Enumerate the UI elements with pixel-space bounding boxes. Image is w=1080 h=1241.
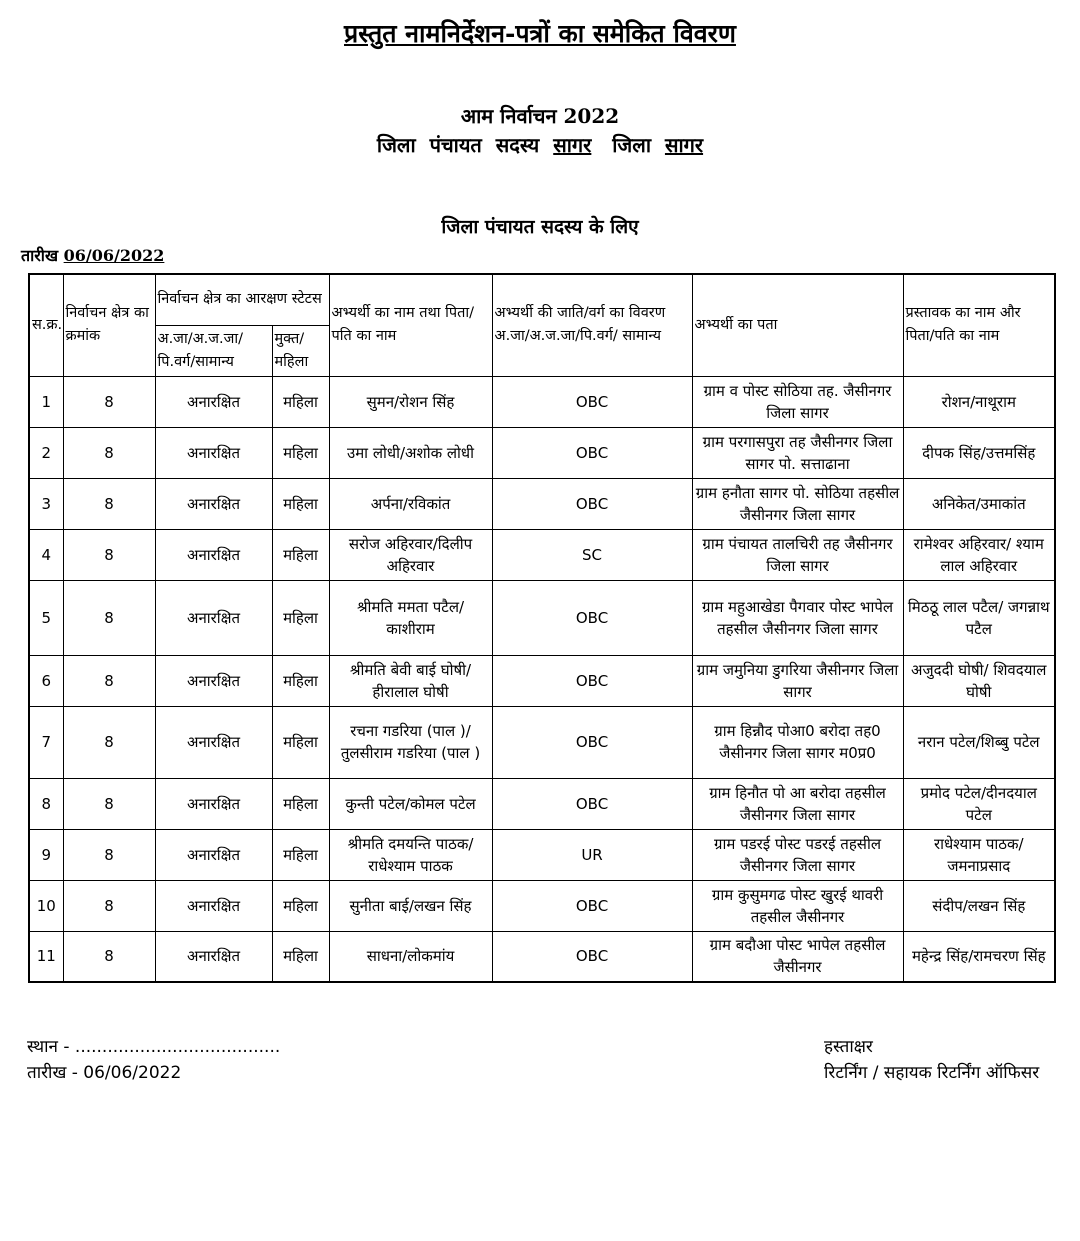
cell-caste: UR: [492, 829, 692, 880]
cell-sno: 5: [29, 580, 63, 655]
election-heading: आम निर्वाचन 2022: [460, 104, 620, 128]
cell-gender: महिला: [272, 655, 329, 706]
cell-sno: 2: [29, 427, 63, 478]
cell-proposer: महेन्द्र सिंह/रामचरण सिंह: [903, 931, 1055, 982]
cell-proposer: रामेश्वर अहिरवार/ श्याम लाल अहिरवार: [903, 529, 1055, 580]
table-row: [29, 529, 1055, 580]
cell-candidate: सुनीता बाई/लखन सिंह: [329, 880, 492, 931]
cell-address: ग्राम बदौआ पोस्ट भापेल तहसील जैसीनगर: [692, 931, 903, 982]
cell-candidate: श्रीमति बेवी बाई घोषी/ हीरालाल घोषी: [329, 655, 492, 706]
district-place-2: सागर: [664, 133, 704, 157]
cell-sno: 11: [29, 931, 63, 982]
cell-address: ग्राम हिनौत पो आ बरोदा तहसील जैसीनगर जिला सागर: [692, 778, 903, 829]
cell-sno: 4: [29, 529, 63, 580]
cell-caste: OBC: [492, 880, 692, 931]
header-reservation-status: निर्वाचन क्षेत्र का आरक्षण स्टेटस: [155, 274, 329, 325]
cell-address: ग्राम जमुनिया डुगरिया जैसीनगर जिला सागर: [692, 655, 903, 706]
cell-constituency: 8: [63, 880, 155, 931]
cell-constituency: 8: [63, 931, 155, 982]
date-value: 06/06/2022: [63, 246, 165, 265]
cell-candidate: उमा लोधी/अशोक लोधी: [329, 427, 492, 478]
district-heading: [0, 131, 1080, 158]
cell-caste: OBC: [492, 931, 692, 982]
cell-sno: 1: [29, 376, 63, 427]
cell-gender: महिला: [272, 478, 329, 529]
header-reservation-category: अ.जा/अ.ज.जा/ पि.वर्ग/सामान्य: [155, 325, 272, 376]
cell-category: अनारक्षित: [155, 829, 272, 880]
cell-address: ग्राम महुआखेडा पैगवार पोस्ट भापेल तहसील जैसीनगर जिला सागर: [692, 580, 903, 655]
cell-sno: 8: [29, 778, 63, 829]
cell-sno: 7: [29, 706, 63, 778]
cell-address: ग्राम कुसुमगढ पोस्ट खुरई थावरी तहसील जैसीनगर: [692, 880, 903, 931]
header-caste: अभ्यर्थी की जाति/वर्ग का विवरण अ.जा/अ.ज.जा/पि.वर्ग/ सामान्य: [492, 274, 692, 376]
cell-gender: महिला: [272, 580, 329, 655]
cell-category: अनारक्षित: [155, 580, 272, 655]
cell-gender: महिला: [272, 529, 329, 580]
cell-candidate: श्रीमति ममता पटैल/ काशीराम: [329, 580, 492, 655]
cell-category: अनारक्षित: [155, 478, 272, 529]
table-row: [29, 778, 1055, 829]
cell-caste: OBC: [492, 427, 692, 478]
district-mid: जिला: [591, 133, 665, 157]
cell-constituency: 8: [63, 778, 155, 829]
cell-gender: महिला: [272, 931, 329, 982]
cell-constituency: 8: [63, 376, 155, 427]
footer-signature: हस्ताक्षर: [824, 1037, 873, 1057]
cell-category: अनारक्षित: [155, 880, 272, 931]
header-sno: स.क्र.: [29, 274, 63, 376]
date-label: तारीख: [21, 246, 64, 265]
nomination-table: [28, 273, 1056, 983]
cell-candidate: रचना गडरिया (पाल )/ तुलसीराम गडरिया (पाल ): [329, 706, 492, 778]
cell-constituency: 8: [63, 829, 155, 880]
header-address: अभ्यर्थी का पता: [692, 274, 903, 376]
cell-proposer: रोशन/नाथूराम: [903, 376, 1055, 427]
footer-place: स्थान - ......................................: [27, 1037, 281, 1057]
cell-category: अनारक्षित: [155, 655, 272, 706]
table-row: [29, 427, 1055, 478]
cell-caste: OBC: [492, 580, 692, 655]
cell-category: अनारक्षित: [155, 427, 272, 478]
table-row: [29, 706, 1055, 778]
document-title: प्रस्तुत नामनिर्देशन-पत्रों का समेकित विवरण: [344, 19, 736, 48]
footer-officer: रिटर्निंग / सहायक रिटर्निंग ऑफिसर: [824, 1063, 1040, 1083]
header-proposer: प्रस्तावक का नाम और पिता/पति का नाम: [903, 274, 1055, 376]
table-row: [29, 829, 1055, 880]
table-row: [29, 931, 1055, 982]
cell-constituency: 8: [63, 580, 155, 655]
table-row: [29, 880, 1055, 931]
cell-sno: 6: [29, 655, 63, 706]
cell-proposer: अनिकेत/उमाकांत: [903, 478, 1055, 529]
cell-proposer: मिठठू लाल पटैल/ जगन्नाथ पटैल: [903, 580, 1055, 655]
cell-address: ग्राम पंचायत तालचिरी तह जैसीनगर जिला सागर: [692, 529, 903, 580]
cell-address: ग्राम व पोस्ट सोठिया तह. जैसीनगर जिला सागर: [692, 376, 903, 427]
cell-gender: महिला: [272, 427, 329, 478]
cell-gender: महिला: [272, 880, 329, 931]
cell-constituency: 8: [63, 529, 155, 580]
cell-candidate: अर्पना/रविकांत: [329, 478, 492, 529]
cell-candidate: श्रीमति दमयन्ति पाठक/ राधेश्याम पाठक: [329, 829, 492, 880]
district-place-1: सागर: [553, 133, 592, 157]
district-prefix: जिला पंचायत सदस्य: [376, 133, 554, 157]
cell-gender: महिला: [272, 829, 329, 880]
footer-date: तारीख - 06/06/2022: [27, 1063, 182, 1083]
cell-gender: महिला: [272, 706, 329, 778]
cell-category: अनारक्षित: [155, 376, 272, 427]
cell-gender: महिला: [272, 376, 329, 427]
cell-gender: महिला: [272, 778, 329, 829]
cell-proposer: राधेश्याम पाठक/ जमनाप्रसाद: [903, 829, 1055, 880]
cell-category: अनारक्षित: [155, 778, 272, 829]
header-constituency: निर्वाचन क्षेत्र का क्रमांक: [63, 274, 155, 376]
cell-constituency: 8: [63, 427, 155, 478]
subheading: जिला पंचायत सदस्य के लिए: [441, 216, 639, 238]
cell-proposer: अजुददी घोषी/ शिवदयाल घोषी: [903, 655, 1055, 706]
cell-address: ग्राम पडरई पोस्ट पडरई तहसील जैसीनगर जिला सागर: [692, 829, 903, 880]
cell-constituency: 8: [63, 706, 155, 778]
cell-constituency: 8: [63, 655, 155, 706]
cell-sno: 3: [29, 478, 63, 529]
cell-sno: 9: [29, 829, 63, 880]
table-row: [29, 478, 1055, 529]
cell-address: ग्राम हिन्नौद पोआ0 बरोदा तह0 जैसीनगर जिला सागर म0प्र0: [692, 706, 903, 778]
cell-proposer: प्रमोद पटेल/दीनदयाल पटेल: [903, 778, 1055, 829]
cell-caste: SC: [492, 529, 692, 580]
cell-category: अनारक्षित: [155, 931, 272, 982]
cell-sno: 10: [29, 880, 63, 931]
cell-candidate: साधना/लोकमांय: [329, 931, 492, 982]
cell-caste: OBC: [492, 376, 692, 427]
cell-caste: OBC: [492, 478, 692, 529]
header-reservation-gender: मुक्त/ महिला: [272, 325, 329, 376]
date-line: [21, 244, 164, 266]
header-candidate-name: अभ्यर्थी का नाम तथा पिता/पति का नाम: [329, 274, 492, 376]
cell-address: ग्राम परगासपुरा तह जैसीनगर जिला सागर पो. सत्ताढाना: [692, 427, 903, 478]
cell-caste: OBC: [492, 655, 692, 706]
cell-candidate: सरोज अहिरवार/दिलीप अहिरवार: [329, 529, 492, 580]
cell-category: अनारक्षित: [155, 529, 272, 580]
cell-candidate: सुमन/रोशन सिंह: [329, 376, 492, 427]
cell-constituency: 8: [63, 478, 155, 529]
table-row: [29, 580, 1055, 655]
cell-candidate: कुन्ती पटेल/कोमल पटेल: [329, 778, 492, 829]
table-row: [29, 655, 1055, 706]
cell-proposer: नरान पटेल/शिब्बु पटेल: [903, 706, 1055, 778]
table-row: [29, 376, 1055, 427]
cell-proposer: संदीप/लखन सिंह: [903, 880, 1055, 931]
cell-address: ग्राम हनौता सागर पो. सोठिया तहसील जैसीनगर जिला सागर: [692, 478, 903, 529]
cell-caste: OBC: [492, 706, 692, 778]
cell-category: अनारक्षित: [155, 706, 272, 778]
cell-proposer: दीपक सिंह/उत्तमसिंह: [903, 427, 1055, 478]
cell-caste: OBC: [492, 778, 692, 829]
